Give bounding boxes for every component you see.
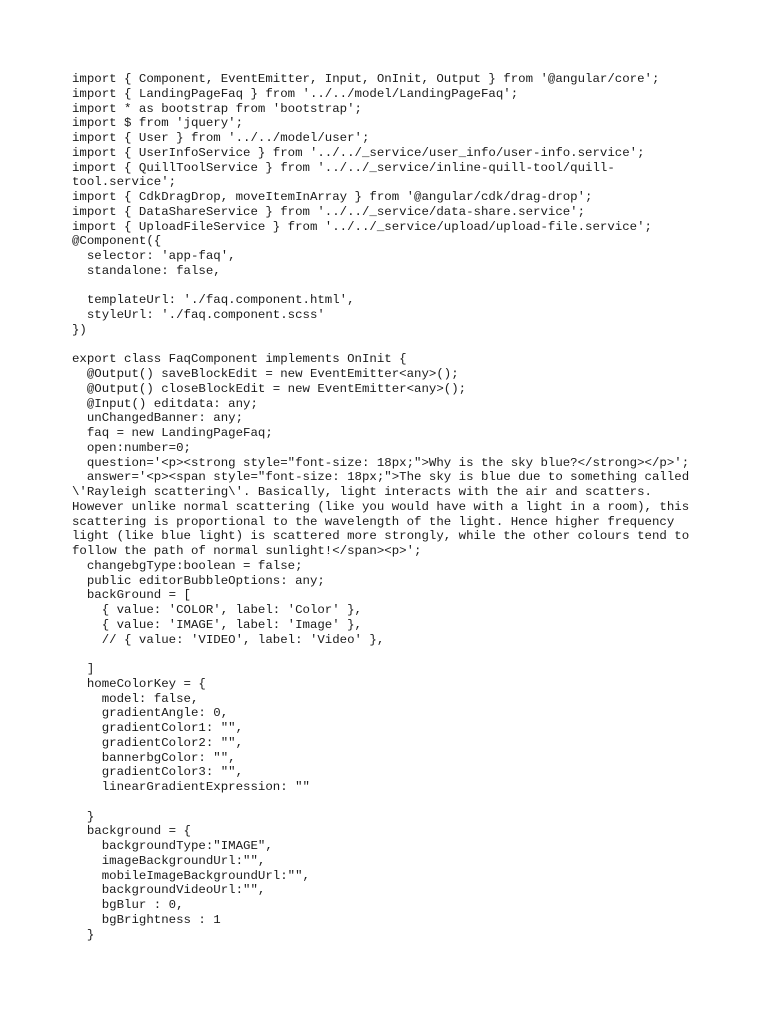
code-line: @Output() closeBlockEdit = new EventEmitter<any>(); xyxy=(72,381,467,396)
code-line: bannerbgColor: "", xyxy=(72,750,236,765)
code-line: import { UploadFileService } from '../../_service/upload/upload-file.service'; xyxy=(72,219,652,234)
code-line: public editorBubbleOptions: any; xyxy=(72,573,325,588)
code-line: bgBrightness : 1 xyxy=(72,912,221,927)
code-line: gradientAngle: 0, xyxy=(72,706,229,721)
code-line: } xyxy=(72,809,95,824)
code-line: linearGradientExpression: "" xyxy=(72,780,310,794)
code-line: styleUrl: './faq.component.scss' xyxy=(72,308,325,322)
code-line: gradientColor1: "", xyxy=(72,721,244,735)
code-line: @Input() editdata: any; xyxy=(72,396,258,411)
code-line: unChangedBanner: any; xyxy=(72,411,244,426)
code-line: @Component({ xyxy=(72,234,162,249)
code-line: faq = new LandingPageFaq; xyxy=(72,426,273,440)
code-line: scattering is proportional to the wavelength of the light. Hence higher frequency xyxy=(72,514,675,529)
code-line: selector: 'app-faq', xyxy=(72,249,236,263)
code-line: gradientColor2: "", xyxy=(72,735,244,750)
code-line xyxy=(72,647,712,662)
code-line: open:number=0; xyxy=(72,440,191,455)
code-line: import { User } from '../../model/user'; xyxy=(72,131,370,145)
code-line: import { DataShareService } from '../../_service/data-share.service'; xyxy=(72,204,586,219)
code-line: answer='<p><span style="font-size: 18px;">The sky is blue due to something called xyxy=(72,470,690,485)
code-line: tool.service'; xyxy=(72,175,177,190)
code-line: backgroundType:"IMAGE", xyxy=(72,839,273,853)
code-line xyxy=(72,279,712,294)
code-line: { value: 'IMAGE', label: 'Image' }, xyxy=(72,617,362,632)
code-line: import $ from 'jquery'; xyxy=(72,116,244,131)
code-line: follow the path of normal sunlight!</span><p>'; xyxy=(72,544,422,558)
code-line: @Output() saveBlockEdit = new EventEmitter<any>(); xyxy=(72,367,459,381)
code-line: { value: 'COLOR', label: 'Color' }, xyxy=(72,603,362,617)
code-line: ] xyxy=(72,662,95,676)
code-line: import { LandingPageFaq } from '../../model/LandingPageFaq'; xyxy=(72,86,519,101)
code-line: // { value: 'VIDEO', label: 'Video' }, xyxy=(72,632,385,647)
code-line: \'Rayleigh scattering\'. Basically, light interacts with the air and scatters. xyxy=(72,485,652,499)
code-line: imageBackgroundUrl:"", xyxy=(72,853,266,868)
code-line xyxy=(72,795,712,810)
code-line: standalone: false, xyxy=(72,263,221,278)
code-line: backgroundVideoUrl:"", xyxy=(72,883,266,898)
code-line: changebgType:boolean = false; xyxy=(72,558,303,573)
code-line: light (like blue light) is scattered more strongly, while the other colours tend to xyxy=(72,529,690,544)
code-line: } xyxy=(72,927,95,942)
code-line: However unlike normal scattering (like you would have with a light in a room), this xyxy=(72,499,690,514)
code-line: export class FaqComponent implements OnInit { xyxy=(72,352,407,367)
code-line: mobileImageBackgroundUrl:"", xyxy=(72,868,310,883)
code-line: import { QuillToolService } from '../../_service/inline-quill-tool/quill- xyxy=(72,160,615,175)
code-line: bgBlur : 0, xyxy=(72,898,184,912)
code-line: }) xyxy=(72,322,87,337)
code-line: import { UserInfoService } from '../../_service/user_info/user-info.service'; xyxy=(72,145,645,160)
code-line: background = { xyxy=(72,824,191,839)
code-line: backGround = [ xyxy=(72,588,191,603)
code-line: templateUrl: './faq.component.html', xyxy=(72,293,355,308)
code-line: model: false, xyxy=(72,691,199,706)
code-line: gradientColor3: "", xyxy=(72,765,244,780)
code-line xyxy=(72,338,712,353)
code-listing xyxy=(72,72,712,942)
code-line: import { CdkDragDrop, moveItemInArray } from '@angular/cdk/drag-drop'; xyxy=(72,190,593,204)
code-line: import * as bootstrap from 'bootstrap'; xyxy=(72,101,362,116)
code-line: question='<p><strong style="font-size: 18px;">Why is the sky blue?</strong></p>'; xyxy=(72,455,690,470)
code-line: import { Component, EventEmitter, Input, OnInit, Output } from '@angular/core'; xyxy=(72,72,660,86)
code-line: homeColorKey = { xyxy=(72,676,206,691)
